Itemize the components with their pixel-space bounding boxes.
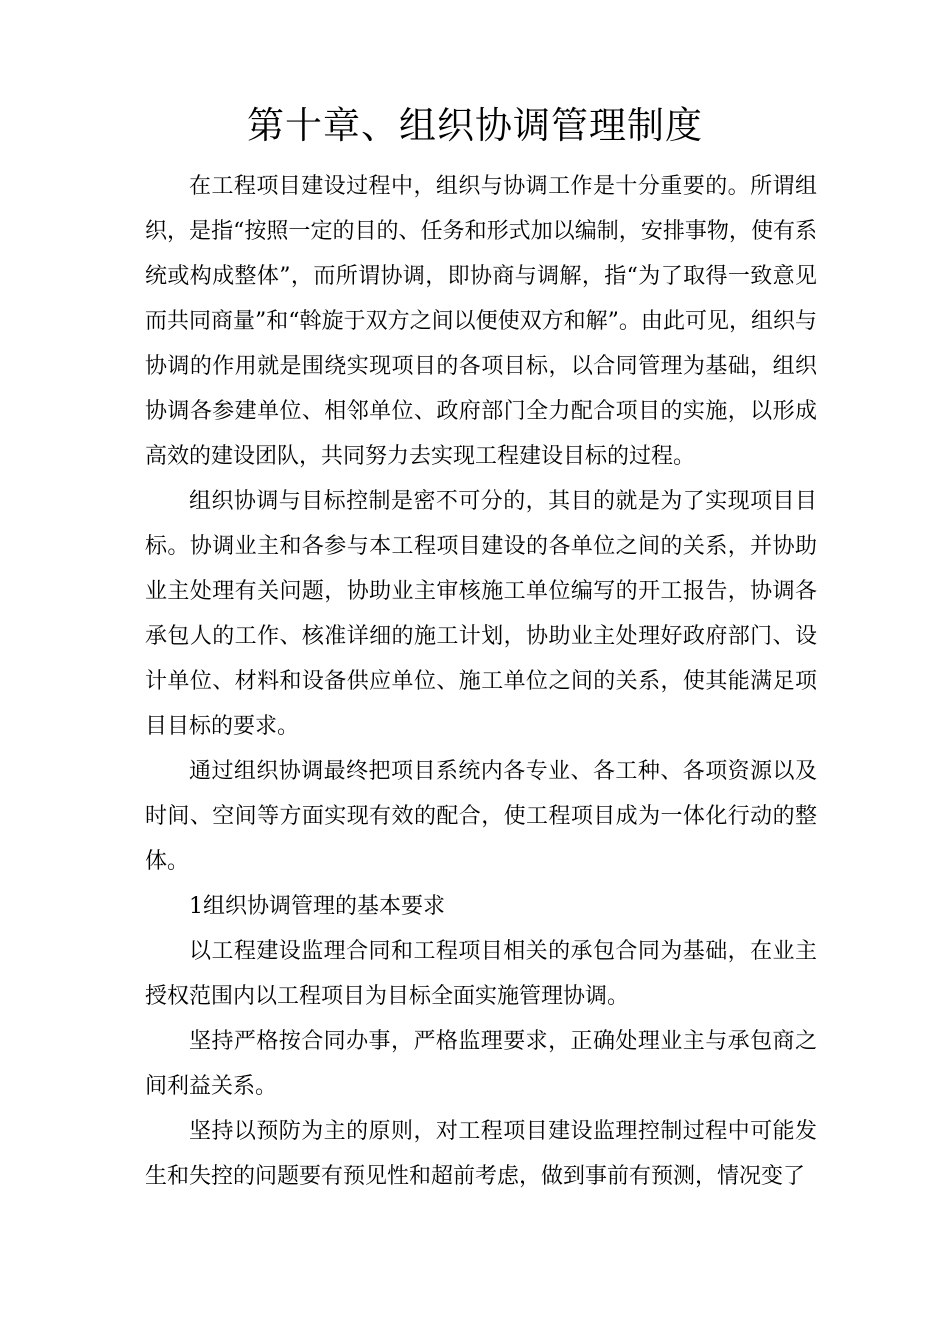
chapter-title: 第十章、组织协调管理制度 [247,104,703,147]
section-heading-basic-requirements: 1组织协调管理的基本要求 [189,894,445,919]
paragraph-strict-contract: 坚持严格按合同办事，严格监理要求，正确处理业主与承包商之间利益关系。 [145,1029,817,1099]
paragraph-objective-control: 组织协调与目标控制是密不可分的，其目的就是为了实现项目目标。协调业主和各参与本工程项目建设的各单位之间的关系，并协助业主处理有关问题，协助业主审核施工单位编写的开工报告，协调各承包人的工作、核准详细的施工计划，协助业主处理好政府部门、设计单位、材料和设备供应单位、施工单位之间的关系，使其能满足项目目标的要求。 [145,489,817,739]
paragraph-intro: 在工程项目建设过程中，组织与协调工作是十分重要的。所谓组织，是指“按照一定的目的、任务和形式加以编制，安排事物，使有系统或构成整体”，而所谓协调，即协商与调解，指“为了取得一致意见而共同商量”和“斡旋于双方之间以便使双方和解”。由此可见，组织与协调的作用就是围绕实现项目的各项目标，以合同管理为基础，组织协调各参建单位、相邻单位、政府部门全力配合项目的实施，以形成高效的建设团队，共同努力去实现工程建设目标的过程。 [145,174,817,469]
document-body [145,164,817,1199]
paragraph-integration: 通过组织协调最终把项目系统内各专业、各工种、各项资源以及时间、空间等方面实现有效的配合，使工程项目成为一体化行动的整体。 [145,759,817,874]
paragraph-contract-basis: 以工程建设监理合同和工程项目相关的承包合同为基础，在业主授权范围内以工程项目为目标全面实施管理协调。 [145,939,817,1009]
paragraph-prevention: 坚持以预防为主的原则，对工程项目建设监理控制过程中可能发生和失控的问题要有预见性和超前考虑，做到事前有预测，情况变了 [145,1119,817,1189]
